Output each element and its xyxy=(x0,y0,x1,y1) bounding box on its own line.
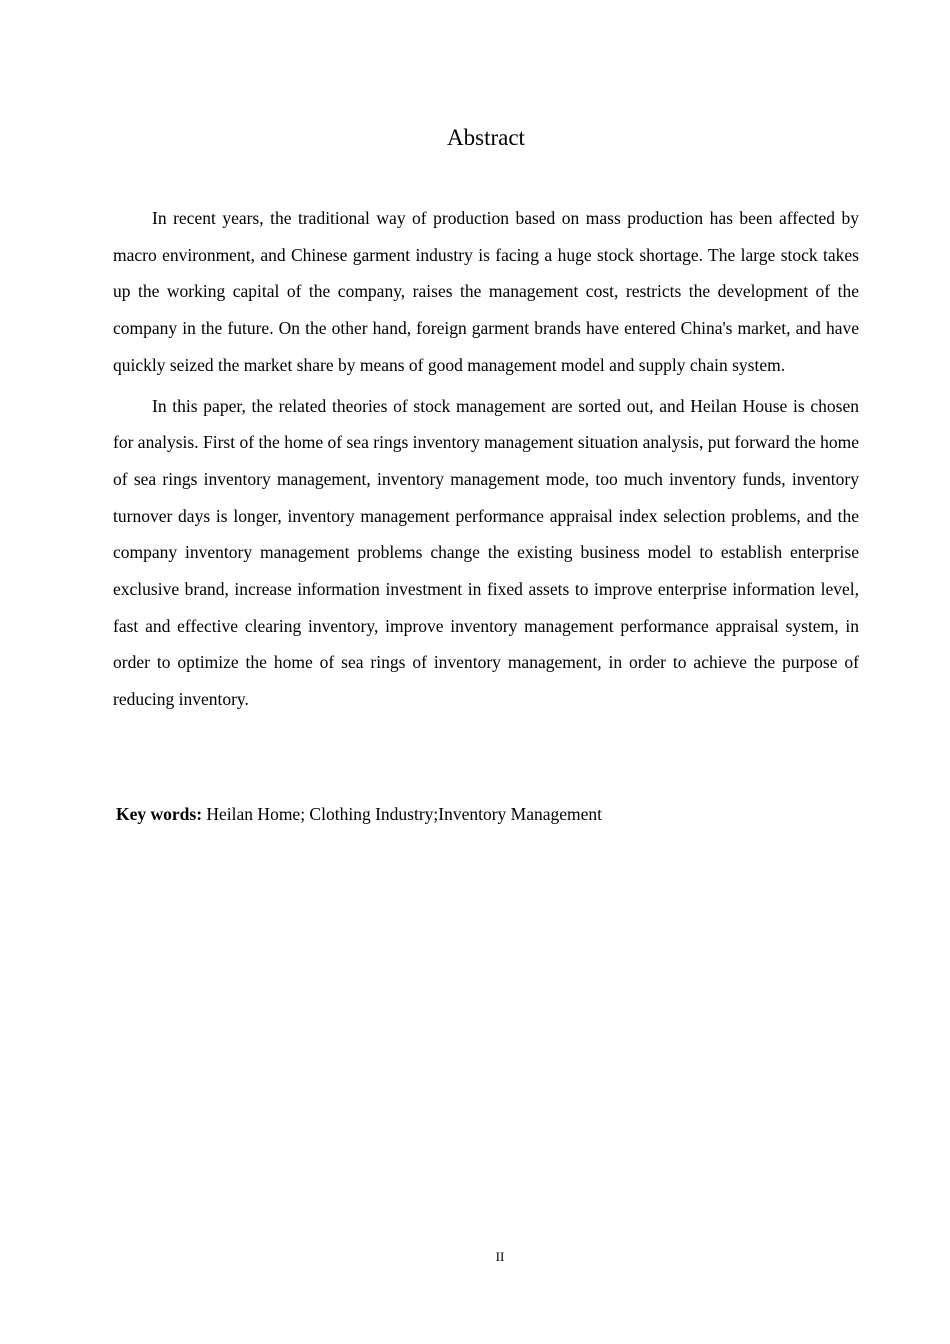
keywords-line xyxy=(116,798,602,830)
abstract-body xyxy=(113,200,859,718)
keywords-label: Key words: xyxy=(116,804,203,824)
abstract-paragraph-1: In recent years, the traditional way of production based on mass production has been affected by macro environment, and Chinese garment industry is facing a huge stock shortage. The large stock takes up the working capital of the company, raises the management cost, restricts the development of the company in the future. On the other hand, foreign garment brands have entered China's market, and have quickly seized the market share by means of good management model and supply chain system. xyxy=(113,208,859,375)
abstract-paragraph-2: In this paper, the related theories of stock management are sorted out, and Heilan House is chosen for analysis. First of the home of sea rings inventory management situation analysis, put forward the home of sea rings inventory management, inventory management mode, too much inventory funds, inventory turnover days is longer, inventory management performance appraisal index selection problems, and the company inventory management problems change the existing business model to establish enterprise exclusive brand, increase information investment in fixed assets to improve enterprise information level, fast and effective clearing inventory, improve inventory management performance appraisal system, in order to optimize the home of sea rings of inventory management, in order to achieve the purpose of reducing inventory. xyxy=(113,395,859,710)
page-number: II xyxy=(495,1249,505,1264)
abstract-title: Abstract xyxy=(447,125,525,150)
keywords-list: Heilan Home; Clothing Industry;Inventory Management xyxy=(206,804,603,824)
